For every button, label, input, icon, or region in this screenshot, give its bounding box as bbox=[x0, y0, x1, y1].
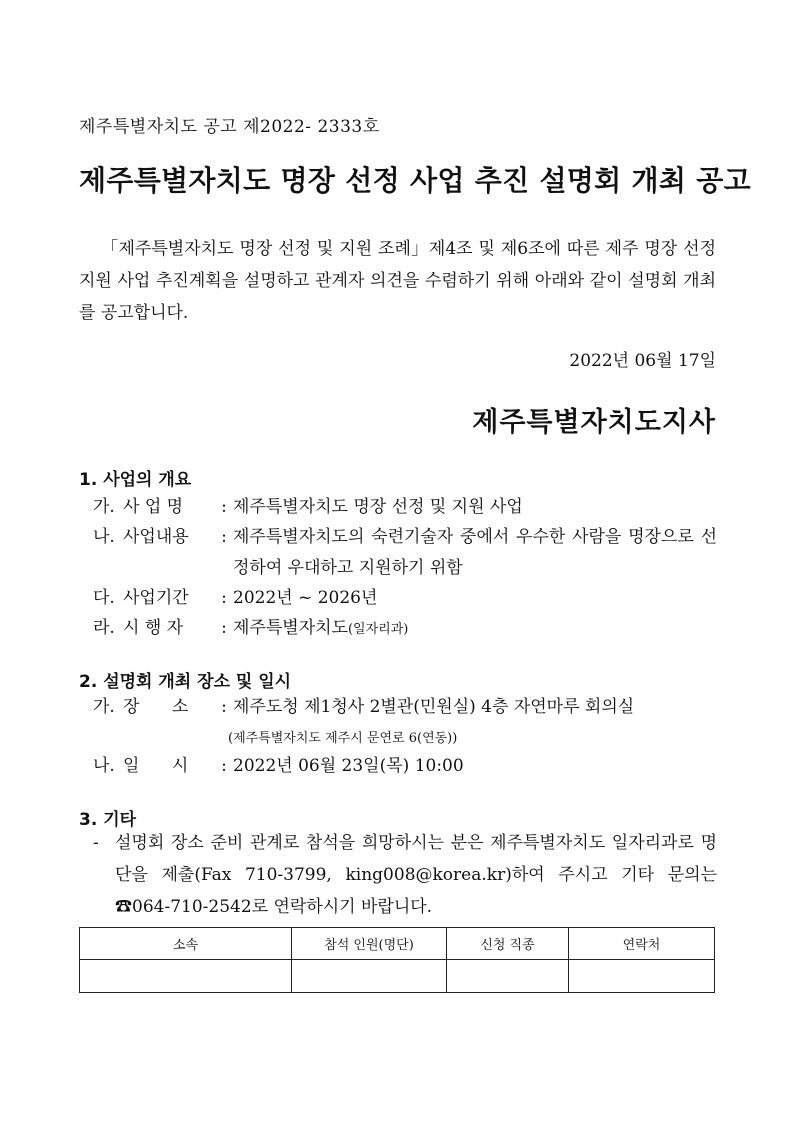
item-value: 제주특별자치도의 숙련기술자 중에서 우수한 사람을 명장으로 선정하여 우대하고 지원하기 위함 bbox=[233, 527, 717, 578]
venue-address: (제주특별자치도 제주시 문연로 6(연동)) bbox=[228, 731, 458, 746]
item-colon: : bbox=[221, 497, 227, 517]
item-mark: 나. bbox=[93, 756, 115, 776]
item-value bbox=[233, 613, 717, 645]
etc-paragraph bbox=[93, 827, 717, 923]
section-heading-overview: 1. 사업의 개요 bbox=[79, 470, 192, 490]
overview-item-period bbox=[93, 583, 717, 614]
table-header-job-type: 신청 직종 bbox=[447, 928, 569, 960]
page-title: 제주특별자치도 명장 선정 사업 추진 설명회 개최 공고 bbox=[79, 164, 751, 197]
table-cell[interactable] bbox=[80, 960, 292, 993]
item-mark: 나. bbox=[93, 527, 115, 547]
item-label: 장 소 bbox=[123, 697, 189, 717]
section-heading-etc: 3. 기타 bbox=[79, 810, 137, 830]
executor-department: (일자리과) bbox=[347, 622, 409, 637]
overview-item-name bbox=[93, 492, 717, 523]
overview-item-content bbox=[93, 522, 717, 584]
notice-date: 2022년 06월 17일 bbox=[569, 351, 716, 371]
item-mark: 라. bbox=[93, 618, 115, 638]
table-header-contact: 연락처 bbox=[569, 928, 715, 960]
table-header-row bbox=[80, 928, 715, 960]
table-row bbox=[80, 960, 715, 993]
issuer-name: 제주특별자치도지사 bbox=[472, 407, 716, 438]
table-cell[interactable] bbox=[447, 960, 569, 993]
table-header-attendees: 참석 인원(명단) bbox=[292, 928, 447, 960]
item-colon: : bbox=[221, 618, 227, 638]
etc-text: 설명회 장소 준비 관계로 참석을 희망하시는 분은 제주특별자치도 일자리과로 명단을 제출(Fax 710-3799, king008@korea.kr)하여 주시고 기타 문의는 ☎064-710-2542로 연락하시기 바랍니다. bbox=[115, 833, 717, 917]
item-value: 2022년 ~ 2026년 bbox=[233, 588, 378, 608]
venue-item-place bbox=[93, 692, 717, 723]
item-label: 일 시 bbox=[123, 756, 189, 776]
item-value: 제주도청 제1청사 2별관(민원실) 4층 자연마루 회의실 bbox=[233, 697, 635, 717]
intro-paragraph: 「제주특별자치도 명장 선정 및 지원 조례」제4조 및 제6조에 따른 제주 명장 선정 지원 사업 추진계획을 설명하고 관계자 의견을 수렴하기 위해 아래와 같이 설명회 개최를 공고합니다. bbox=[79, 239, 716, 323]
item-label: 시 행 자 bbox=[123, 618, 184, 638]
overview-item-executor bbox=[93, 613, 717, 645]
item-mark: 가. bbox=[93, 497, 115, 517]
item-colon: : bbox=[221, 527, 227, 547]
item-label: 사업기간 bbox=[123, 588, 189, 608]
item-label: 사 업 명 bbox=[123, 497, 184, 517]
item-mark: 가. bbox=[93, 697, 115, 717]
item-colon: : bbox=[221, 697, 227, 717]
attendee-table bbox=[79, 927, 715, 993]
item-value: 제주특별자치도 명장 선정 및 지원 사업 bbox=[233, 497, 523, 517]
item-colon: : bbox=[221, 756, 227, 776]
table-cell[interactable] bbox=[292, 960, 447, 993]
item-label: 사업내용 bbox=[123, 527, 189, 547]
item-mark: 다. bbox=[93, 588, 115, 608]
notice-number: 제주특별자치도 공고 제2022- 2333호 bbox=[79, 117, 380, 137]
executor-value: 제주특별자치도 bbox=[233, 618, 348, 638]
table-cell[interactable] bbox=[569, 960, 715, 993]
venue-item-time bbox=[93, 751, 717, 782]
table-header-affiliation: 소속 bbox=[80, 928, 292, 960]
item-colon: : bbox=[221, 588, 227, 608]
item-value: 2022년 06월 23일(목) 10:00 bbox=[233, 756, 464, 776]
section-heading-venue: 2. 설명회 개최 장소 및 일시 bbox=[79, 672, 292, 692]
etc-dash: - bbox=[93, 833, 99, 853]
